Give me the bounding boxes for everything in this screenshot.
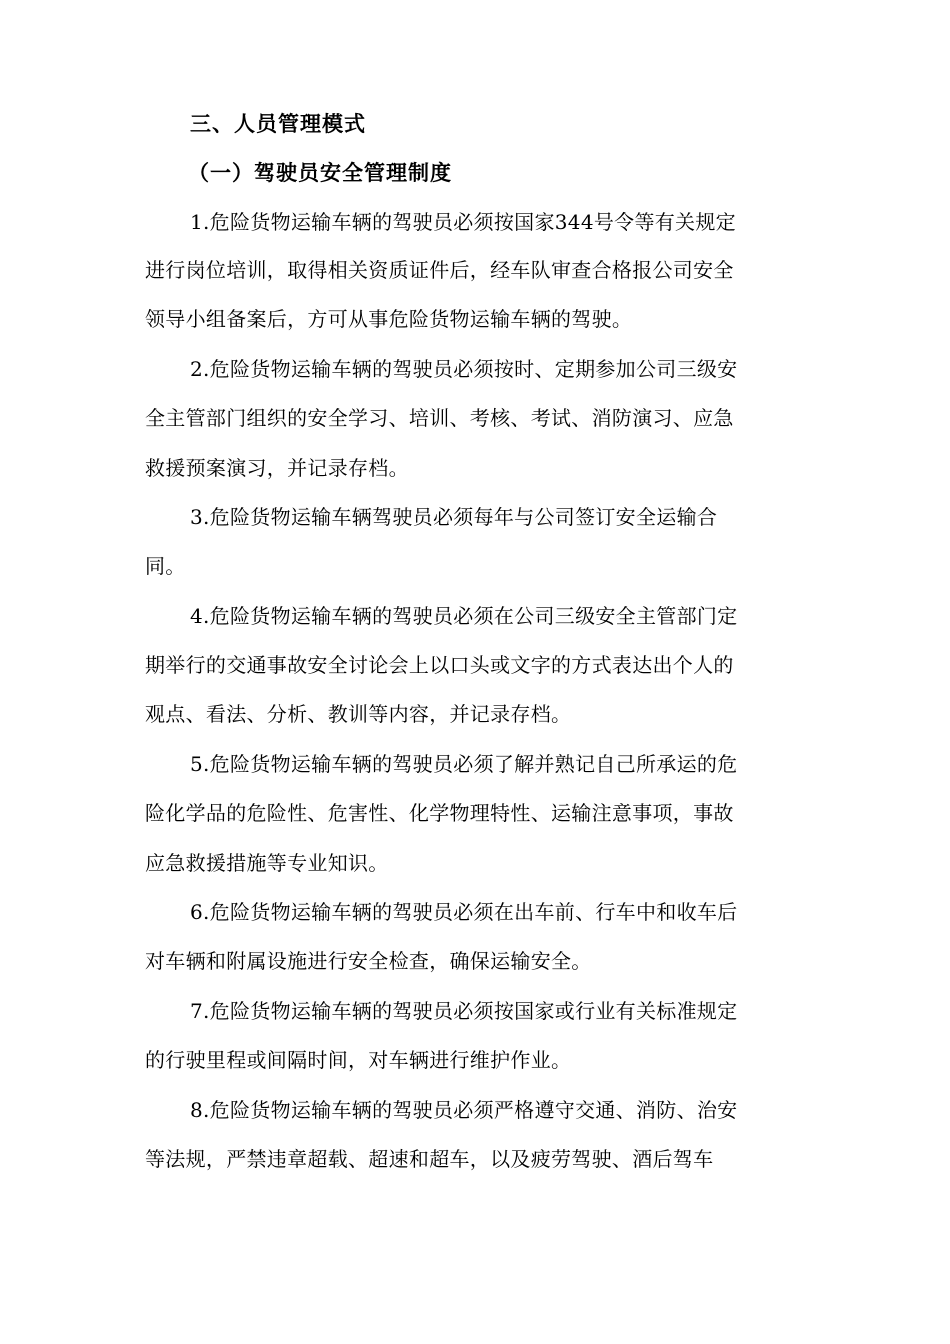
paragraph-3-line-2: 同。 <box>145 554 186 578</box>
paragraph-6-line-2: 对车辆和附属设施进行安全检查，确保运输安全。 <box>145 949 592 973</box>
paragraph-2-line-3: 救援预案演习，并记录存档。 <box>145 456 409 480</box>
paragraph-1-line-2: 进行岗位培训，取得相关资质证件后，经车队审查合格报公司安全 <box>145 258 734 282</box>
paragraph-4-line-2: 期举行的交通事故安全讨论会上以口头或文字的方式表达出个人的 <box>145 653 734 677</box>
paragraph-7-line-1: 7.危险货物运输车辆的驾驶员必须按国家或行业有关标准规定 <box>190 999 738 1023</box>
paragraph-2-line-1: 2.危险货物运输车辆的驾驶员必须按时、定期参加公司三级安 <box>190 357 738 381</box>
paragraph-4-line-3: 观点、看法、分析、教训等内容，并记录存档。 <box>145 702 572 726</box>
paragraph-5-line-2: 险化学品的危险性、危害性、化学物理特性、运输注意事项，事故 <box>145 801 734 825</box>
section-heading: 三、人员管理模式 <box>190 111 366 136</box>
paragraph-3-line-1: 3.危险货物运输车辆驾驶员必须每年与公司签订安全运输合 <box>190 505 718 529</box>
paragraph-2-line-2: 全主管部门组织的安全学习、培训、考核、考试、消防演习、应急 <box>145 406 734 430</box>
paragraph-4-line-1: 4.危险货物运输车辆的驾驶员必须在公司三级安全主管部门定 <box>190 604 738 628</box>
paragraph-8-line-2: 等法规，严禁违章超载、超速和超车，以及疲劳驾驶、酒后驾车 <box>145 1147 714 1171</box>
paragraph-1-line-1: 1.危险货物运输车辆的驾驶员必须按国家344号令等有关规定 <box>190 210 736 234</box>
paragraph-5-line-1: 5.危险货物运输车辆的驾驶员必须了解并熟记自己所承运的危 <box>190 752 738 776</box>
paragraph-5-line-3: 应急救援措施等专业知识。 <box>145 851 389 875</box>
paragraph-1-line-3: 领导小组备案后，方可从事危险货物运输车辆的驾驶。 <box>145 307 633 331</box>
paragraph-8-line-1: 8.危险货物运输车辆的驾驶员必须严格遵守交通、消防、治安 <box>190 1098 738 1122</box>
paragraph-6-line-1: 6.危险货物运输车辆的驾驶员必须在出车前、行车中和收车后 <box>190 900 738 924</box>
subsection-heading: （一）驾驶员安全管理制度 <box>188 160 452 185</box>
paragraph-7-line-2: 的行驶里程或间隔时间，对车辆进行维护作业。 <box>145 1048 572 1072</box>
